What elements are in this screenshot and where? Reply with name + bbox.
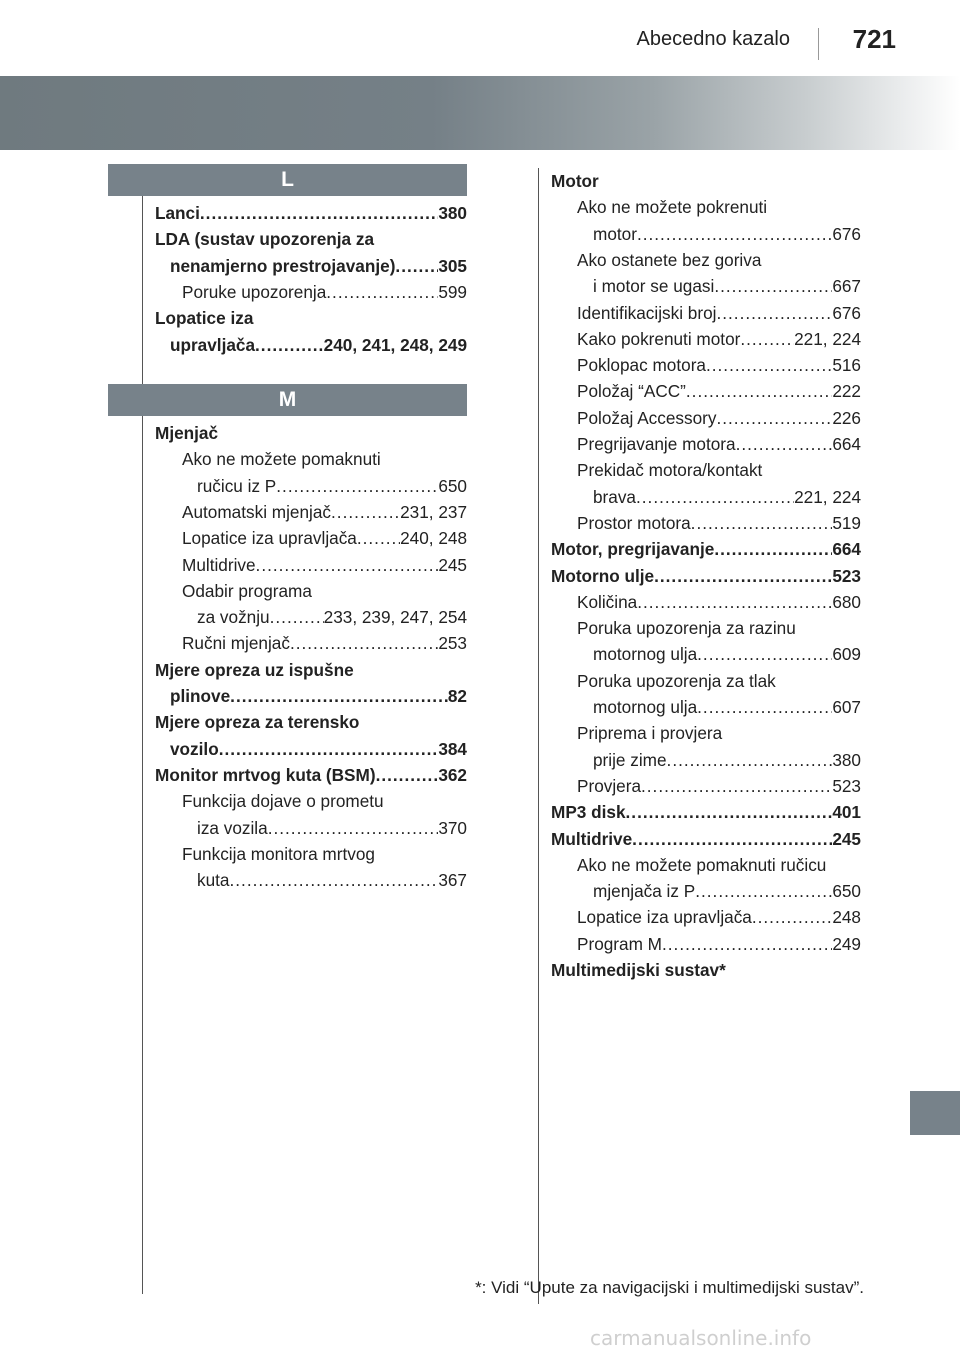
index-entry-term: LDA (sustav upozorenja za [155, 229, 375, 250]
dot-leader [697, 641, 832, 667]
index-entry [577, 378, 861, 404]
index-entry [182, 552, 467, 578]
index-entry-term: Multidrive [551, 828, 633, 849]
index-entry-term: nenamjerno prestrojavanje) [170, 255, 396, 276]
index-entry-term: MP3 disk [551, 802, 626, 823]
index-entry-page: 384 [438, 738, 467, 759]
index-entry-page: 523 [832, 565, 861, 586]
index-entry-page: 607 [832, 697, 861, 717]
index-entry-term: Priprema i provjera [577, 723, 723, 744]
index-entry-term: Lopatice iza upravljača [577, 907, 752, 928]
index-entry-term: brava [593, 486, 636, 507]
index-entry-term: Poruke upozorenja [182, 281, 327, 302]
index-entry-term: Identifikacijski broj [577, 302, 717, 323]
index-entry-page: 305 [438, 255, 467, 276]
index-entry-page: 519 [832, 512, 861, 533]
dot-leader [200, 200, 438, 226]
watermark: carmanualsonline.info [590, 1326, 812, 1350]
index-entry-term: Poklopac motora [577, 355, 706, 376]
index-entry [577, 352, 861, 378]
dot-leader [714, 273, 832, 299]
index-entry-term: plinove [170, 686, 231, 706]
chapter-tab-marker [910, 1091, 960, 1135]
index-entry-page: 609 [832, 644, 861, 665]
dot-leader [695, 878, 832, 904]
index-entry-page: 248 [832, 907, 861, 928]
index-entry [577, 300, 861, 326]
dot-leader [641, 773, 832, 799]
dot-leader [740, 326, 794, 352]
index-entry-page: 226 [832, 407, 861, 428]
index-entry-page: 676 [832, 302, 861, 323]
dot-leader [276, 473, 438, 499]
index-entry-term: Automatski mjenjač [182, 501, 332, 522]
index-entry-page: 523 [832, 775, 861, 796]
index-entry-term: Motor [551, 171, 599, 191]
index-entry [551, 168, 861, 194]
index-entry-term: Ako ne možete pokrenuti [577, 197, 768, 218]
index-entry [577, 326, 861, 352]
index-entry-page: 650 [832, 881, 861, 902]
index-entry-term: Mjere opreza za terensko [155, 712, 360, 733]
index-entry-page: 221, 224 [794, 328, 861, 349]
dot-leader [752, 904, 832, 930]
index-entry [155, 657, 467, 683]
index-entry-term: vozilo [170, 738, 219, 759]
index-entry [593, 747, 861, 773]
index-entry-page: 664 [832, 539, 861, 560]
index-entry [551, 563, 861, 589]
index-entry [577, 615, 861, 641]
dot-leader [716, 300, 832, 326]
index-entry [551, 536, 861, 562]
dot-leader [697, 694, 832, 720]
dot-leader [736, 431, 833, 457]
index-entry-page: 516 [832, 355, 861, 376]
index-entry-term: Pregrijavanje motora [577, 434, 736, 454]
index-entry [197, 473, 467, 499]
index-entry [197, 604, 467, 630]
index-entry [551, 957, 861, 983]
index-entry-term: Ako ne možete pomaknuti [182, 449, 381, 470]
index-entry [182, 841, 467, 867]
index-entry-term: mjenjača iz P [593, 881, 696, 902]
index-entry [577, 510, 861, 536]
dot-leader [716, 405, 832, 431]
index-entry [155, 305, 467, 331]
index-entry [155, 709, 467, 735]
index-entry [170, 736, 467, 762]
index-entry-term: motor [593, 223, 637, 244]
index-entry-term: Odabir programa [182, 580, 312, 601]
section-letter-l: L [108, 164, 467, 196]
index-entry-page: 650 [438, 475, 467, 496]
index-entry-term: Ako ostanete bez goriva [577, 249, 762, 270]
index-entry [593, 641, 861, 667]
index-entry-term: Multimedijski sustav* [551, 960, 726, 980]
index-entry-term: Količina [577, 591, 638, 612]
index-entry [182, 525, 467, 551]
index-entry-term: iza vozila [197, 817, 268, 838]
dot-leader [357, 525, 400, 551]
dot-leader [691, 510, 833, 536]
index-entry [577, 457, 861, 483]
index-entry [170, 332, 467, 358]
index-entry-page: 680 [832, 591, 861, 612]
dot-leader [714, 536, 832, 562]
dot-leader [667, 747, 833, 773]
index-entry [577, 720, 861, 746]
index-entry-page: 222 [832, 381, 861, 402]
index-entry-term: Ako ne možete pomaknuti ručicu [577, 854, 827, 875]
index-entry [593, 484, 861, 510]
dot-leader [376, 762, 439, 788]
index-entry-term: Funkcija monitora mrtvog [182, 843, 375, 864]
index-entry-term: Poruka upozorenja za tlak [577, 670, 776, 691]
index-entry-term: Položaj “ACC” [577, 381, 686, 402]
index-entry-term: ručicu iz P [197, 475, 277, 496]
index-entry-term: Multidrive [182, 554, 256, 575]
center-column-rule [538, 168, 539, 1304]
dot-leader [637, 221, 832, 247]
dot-leader [256, 552, 439, 578]
index-entry-term: motornog ulja [593, 697, 698, 717]
index-entry-page: 380 [438, 203, 467, 223]
index-entry-page: 676 [832, 223, 861, 244]
index-entry [577, 589, 861, 615]
footnote: *: Vidi “Upute za navigacijski i multimedijski sustav”. [475, 1278, 864, 1297]
dot-leader [331, 499, 400, 525]
index-entry [577, 904, 861, 930]
index-entry-page: 667 [832, 276, 861, 297]
index-entry [577, 194, 861, 220]
index-entry-term: upravljača [170, 334, 256, 355]
index-entry-page: 233, 239, 247, 254 [323, 607, 467, 628]
index-entry [155, 226, 467, 252]
index-entry [593, 221, 861, 247]
index-entry-term: Provjera [577, 775, 641, 796]
index-entry [182, 630, 467, 656]
index-entry-term: Lopatice iza upravljača [182, 528, 357, 549]
index-entry [155, 420, 467, 446]
index-entry [182, 578, 467, 604]
dot-leader [230, 683, 448, 709]
index-entry-term: Ručni mjenjač [182, 633, 290, 654]
index-entry [182, 499, 467, 525]
index-entry-page: 245 [438, 554, 467, 575]
index-entry [593, 878, 861, 904]
index-entry-term: Položaj Accessory [577, 407, 717, 428]
index-entry-page: 82 [447, 686, 467, 706]
header-banner [0, 76, 960, 150]
index-entry-term: Mjere opreza uz ispušne [155, 659, 354, 680]
left-column-rule [142, 164, 143, 1294]
index-entry-term: kuta [197, 870, 230, 891]
index-entry [577, 852, 861, 878]
index-entry [593, 694, 861, 720]
index-entry-page: 253 [438, 633, 467, 654]
index-entry [182, 446, 467, 472]
dot-leader [686, 378, 832, 404]
dot-leader [268, 815, 439, 841]
index-entry-page: 231, 237 [400, 501, 467, 522]
index-entry-term: Lopatice iza [155, 308, 254, 329]
dot-leader [230, 867, 439, 893]
index-entry-page: 362 [438, 764, 467, 785]
index-entry [155, 200, 467, 226]
index-entry [577, 247, 861, 273]
index-entry-term: Motor, pregrijavanje [551, 539, 715, 560]
index-entry-term: Funkcija dojave o prometu [182, 791, 384, 812]
dot-leader [219, 736, 439, 762]
dot-leader [626, 799, 833, 825]
index-entry [577, 773, 861, 799]
index-entry [551, 799, 861, 825]
index-entry [182, 279, 467, 305]
index-entry-term: Poruka upozorenja za razinu [577, 618, 796, 639]
index-entry-page: 401 [832, 802, 861, 823]
dot-leader [637, 589, 832, 615]
dot-leader [654, 563, 832, 589]
dot-leader [636, 484, 794, 510]
dot-leader [632, 826, 832, 852]
index-entry [170, 683, 467, 709]
dot-leader [270, 604, 324, 630]
index-entry-term: Program M [577, 933, 662, 954]
page-number: 721 [852, 24, 896, 54]
index-entry-page: 599 [438, 281, 467, 302]
index-entry [593, 273, 861, 299]
index-entry-page: 664 [832, 434, 861, 454]
index-entry-term: motornog ulja [593, 644, 698, 665]
index-entry [170, 253, 467, 279]
index-entry [577, 431, 861, 457]
index-entry-page: 245 [832, 828, 861, 849]
index-entry [182, 788, 467, 814]
index-entry-term: i motor se ugasi [593, 276, 715, 297]
index-entry [577, 931, 861, 957]
index-entry [551, 826, 861, 852]
index-entry [197, 867, 467, 893]
index-entry-term: Motorno ulje [551, 565, 655, 586]
index-entry-page: 370 [438, 817, 467, 838]
index-entry-term: Prostor motora [577, 512, 691, 533]
index-entry-term: Kako pokrenuti motor [577, 328, 741, 349]
dot-leader [255, 332, 324, 358]
page-header [0, 0, 960, 64]
index-entry-term: Monitor mrtvog kuta (BSM) [155, 764, 376, 785]
index-entry-term: za vožnju [197, 607, 270, 628]
index-entry-page: 249 [832, 933, 861, 954]
section-letter-m: M [108, 384, 467, 416]
dot-leader [395, 253, 438, 279]
dot-leader [706, 352, 832, 378]
index-entry-term: prije zime [593, 749, 667, 770]
dot-leader [662, 931, 832, 957]
dot-leader [326, 279, 438, 305]
index-entry-page: 240, 241, 248, 249 [323, 334, 467, 355]
index-entry [577, 668, 861, 694]
index-entry-term: Prekidač motora/kontakt [577, 460, 763, 481]
index-entry-term: Lanci [155, 203, 200, 223]
index-entry [577, 405, 861, 431]
page-header-title: Abecedno kazalo [636, 28, 790, 50]
index-entry-page: 221, 224 [794, 486, 861, 507]
dot-leader [290, 630, 438, 656]
index-entry-term: Mjenjač [155, 423, 219, 443]
index-entry-page: 240, 248 [400, 528, 467, 549]
index-entry [155, 762, 467, 788]
index-entry-page: 380 [832, 749, 861, 770]
index-entry-page: 367 [438, 870, 467, 891]
index-entry [197, 815, 467, 841]
